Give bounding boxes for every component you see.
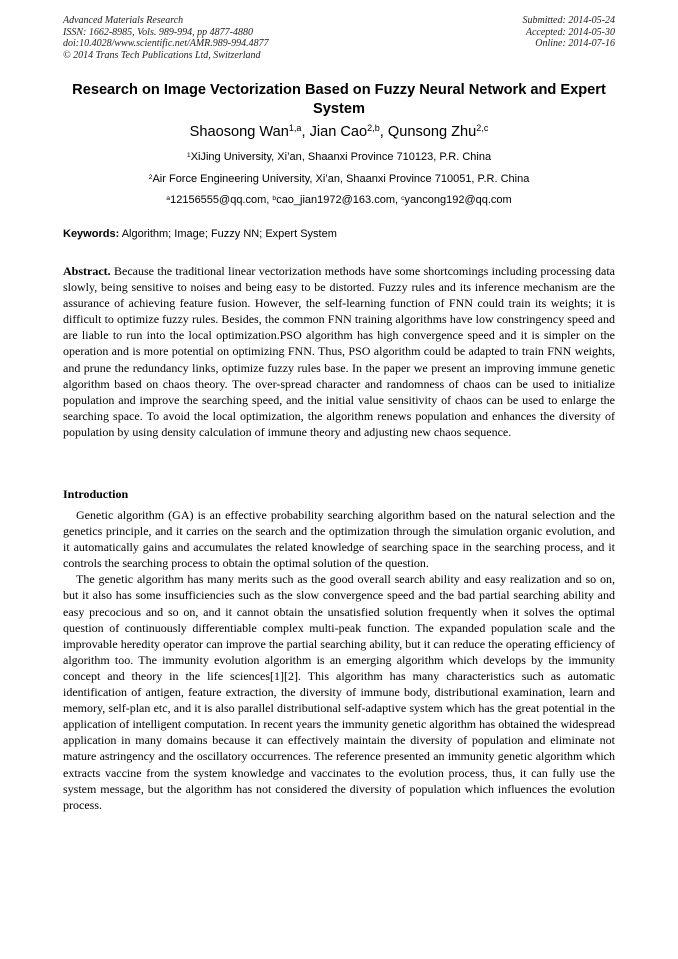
email-superscript: a [166,194,171,202]
abstract-label: Abstract. [63,264,111,278]
author-list [63,122,615,142]
keywords-text: Algorithm; Image; Fuzzy NN; Expert System [119,228,337,240]
email-address: 12156555@qq.com, [170,194,273,206]
author-superscript: 2,c [476,123,489,134]
affiliation-2 [63,172,615,186]
journal-name: Advanced Materials Research [63,15,184,26]
abstract-text: Because the traditional linear vectorization methods have some shortcomings including processing data slowly, being sensitive to noises and being easy to be distorted. Fuzzy rules and its inference mechanism are the assurance of achieving feature fusion. However, the self-learning function of FNN could train its weights; it is difficult to optimize fuzzy rules. Besides, the common FNN training algorithms have low constringency speed and are liable to run into the local optimization.PSO algorithm has high convergence speed and it is simpler on the operation and is more potential on optimizing FNN. Thus, PSO algorithm could be adapted to train FNN weights, and prune the redundancy links, optimize fuzzy rules base. In the paper we present an improving immune genetic algorithm based on chaos theory. The over-spread character and randomness of chaos can be used to initialize population and improve the searching speed, and the initial value sensitivity of chaos can be used to enlarge the searching space. To avoid the local optimization, the algorithm renews population and enhances the diversity of population by using density calculation of immune theory and adjusting new chaos sequence. [63,264,615,439]
affiliation-text: XiJing University, Xi’an, Shaanxi Province 710123, P.R. China [190,151,492,163]
keywords-line [63,227,615,241]
issn-line: ISSN: 1662-8985, Vols. 989-994, pp 4877-4880 [63,26,253,38]
online-date: Online: 2014-07-16 [535,38,615,49]
email-superscript: c [401,194,405,202]
affiliation-1 [63,150,615,164]
paper-title: Research on Image Vectorization Based on Fuzzy Neural Network and Expert System [72,82,606,117]
paragraph: The genetic algorithm has many merits such as the good overall search ability and easy realization and so on, but it also has some insufficiencies such as the slow convergence speed and the bad partial searching ability and easy precocious and so on, and it cannot obtain the unsatisfied solution frequently when it solves the optimal question of continuously differentiable complex multi-peak function. The expanded population scale and the improvable heredity operator can improve the partial searching ability, but it can reduce the operating efficiency of algorithm too. The immunity evolution algorithm is an emerging algorithm which develops by the immunity concept and theory in the life sciences[1][2]. This algorithm has many characteristics such as automatic identification of antigen, feature extraction, the diversity of immune body, distributional examination, learn and memory, self-plan etc, and it is also parallel distributional self-adaptive system which has the great potential in the application of intelligent computation. In recent years the immunity genetic algorithm has obtained the widespread application in many domains because it can effectively maintain the diversity of population and eliminate not mature astringency and the oscillatory occurrences. The reference presented an immunity genetic algorithm which extracts vaccine from the system knowledge and vaccinates to the evolution process, thus, it can fully use the system message, but the algorithm has not considered the diversity of population which influences the evolution process. [63,572,615,812]
affiliation-superscript: 1 [186,151,191,159]
author-superscript: 2,b [367,123,380,134]
publication-dates [415,15,615,50]
author-name: Shaosong Wan [189,124,289,140]
copyright-line: © 2014 Trans Tech Publications Ltd, Switzerland [63,49,261,61]
abstract-paragraph [63,263,615,440]
author-separator: , [379,124,388,140]
author-name: Qunsong Zhu [387,124,477,140]
accepted-date: Accepted: 2014-05-30 [525,26,615,38]
email-superscript: b [272,194,277,202]
affiliation-superscript: 2 [148,173,153,181]
submitted-date: Submitted: 2014-05-24 [522,15,615,26]
author-separator: , [301,124,310,140]
publication-info [63,15,363,61]
email-address: yancong192@qq.com [404,194,512,206]
affiliation-text: Air Force Engineering University, Xi’an, Shaanxi Province 710051, P.R. China [152,173,530,185]
email-address: cao_jian1972@163.com, [276,194,402,206]
keywords-label: Keywords: [63,228,120,240]
author-emails [63,193,615,207]
section-heading-introduction: Introduction [63,487,129,501]
introduction-body [63,507,615,813]
doi-line: doi:10.4028/www.scientific.net/AMR.989-994.4877 [63,38,269,49]
author-superscript: 1,a [288,123,302,134]
paragraph: Genetic algorithm (GA) is an effective probability searching algorithm based on the natural selection and the genetics principle, and it carries on the search and the optimization through the simulation organic evolution, and it automatically gains and accumulates the related knowledge of searching space in the searching process, and it controls the searching process to obtain the optimal solution of the question. [63,508,615,571]
author-name: Jian Cao [309,124,368,140]
